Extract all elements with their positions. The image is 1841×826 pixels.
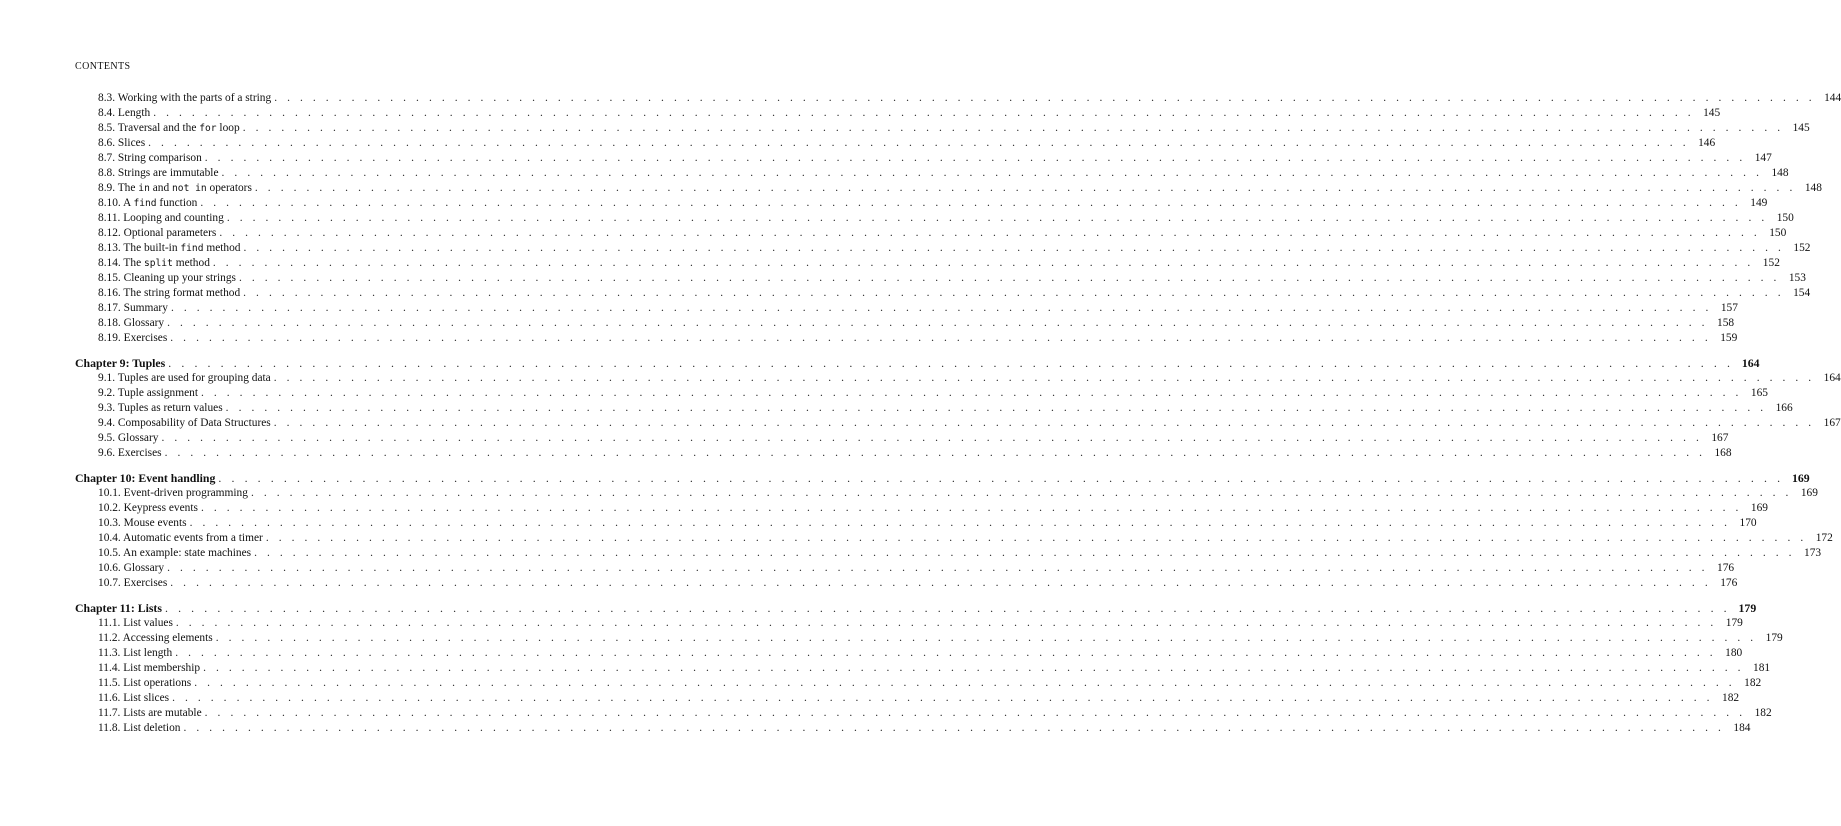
toc-page-number: 167 [1823, 417, 1841, 429]
toc-page-number: 169 [1791, 471, 1810, 485]
toc-entry-title [98, 166, 222, 181]
toc-page-number: 144 [1824, 92, 1841, 104]
toc-entry-title [98, 401, 226, 416]
dot-leader: . . . . . . . . . . . . . . . . . . . . . . . . . . . . . . . . . . . . . . . . . . . . . . . . . . . . . . . . . . . . . . . . . . . . . . . . . . . . . . . . . . . . . . . . . . . . . . . . . . . . . . . . . . . . . . . . . . . . . . . . [204, 707, 1746, 719]
dot-leader: . . . . . . . . . . . . . . . . . . . . . . . . . . . . . . . . . . . . . . . . . . . . . . . . . . . . . . . . . . . . . . . . . . . . . . . . . . . . . . . . . . . . . . . . . . . . . . . . . . . . . . . . . . . . . . . . . . . . . . . . [167, 562, 1709, 574]
title-text: 10.6. Glossary [98, 562, 165, 574]
toc-section-entry[interactable] [75, 256, 1780, 271]
title-text: 10.1. Event-driven programming [98, 487, 248, 499]
title-text: 11.1. List values [98, 617, 173, 629]
inline-code: not in [172, 183, 207, 194]
dot-leader: . . . . . . . . . . . . . . . . . . . . . . . . . . . . . . . . . . . . . . . . . . . . . . . . . . . . . . . . . . . . . . . . . . . . . . . . . . . . . . . . . . . . . . . . . . . . . . . . . . . . . . . . . . . . . . . . . . . . . . . . [204, 152, 1746, 164]
toc-page-number: 182 [1722, 692, 1740, 704]
title-text: 10.2. Keypress events [98, 502, 198, 514]
dot-leader: . . . . . . . . . . . . . . . . . . . . . . . . . . . . . . . . . . . . . . . . . . . . . . . . . . . . . . . . . . . . . . . . . . . . . . . . . . . . . . . . . . . . . . . . . . . . . . . . . . . . . . . . . . . . . . . . . . . . . . . . [215, 632, 1757, 644]
inline-code: find [180, 243, 204, 254]
dot-leader: . . . . . . . . . . . . . . . . . . . . . . . . . . . . . . . . . . . . . . . . . . . . . . . . . . . . . . . . . . . . . . . . . . . . . . . . . . . . . . . . . . . . . . . . . . . . . . . . . . . . . . . . . . . . . . . . . . . . . . . . [200, 502, 1742, 514]
title-text: 8.3. Working with the parts of a string [98, 92, 272, 104]
toc-page-number: 165 [1750, 387, 1768, 399]
title-text: 8.8. Strings are immutable [98, 167, 219, 179]
title-text: 8.15. Cleaning up your strings [98, 272, 236, 284]
toc-section-entry[interactable] [75, 386, 1768, 401]
title-text: Chapter 10: Event handling [75, 471, 216, 485]
toc-page-number: 152 [1793, 242, 1811, 254]
toc-section-entry[interactable] [75, 661, 1771, 676]
title-text: 10.7. Exercises [98, 577, 168, 589]
chapter-spacer [75, 346, 565, 356]
toc-chapter-entry[interactable] [75, 471, 1810, 486]
toc-entry-title [98, 546, 254, 561]
title-text: 11.8. List deletion [98, 722, 181, 734]
toc-section-entry[interactable] [75, 616, 1743, 631]
toc-entry-title [98, 646, 175, 661]
toc-entry-title [98, 331, 170, 346]
toc-section-entry[interactable] [75, 121, 1810, 136]
toc-entry-title [98, 106, 153, 121]
toc-page-number: 173 [1804, 547, 1822, 559]
toc-entry-title [98, 271, 239, 286]
dot-leader: . . . . . . . . . . . . . . . . . . . . . . . . . . . . . . . . . . . . . . . . . . . . . . . . . . . . . . . . . . . . . . . . . . . . . . . . . . . . . . . . . . . . . . . . . . . . . . . . . . . . . . . . . . . . . . . . . . . . . . . . [161, 432, 1703, 444]
dot-leader: . . . . . . . . . . . . . . . . . . . . . . . . . . . . . . . . . . . . . . . . . . . . . . . . . . . . . . . . . . . . . . . . . . . . . . . . . . . . . . . . . . . . . . . . . . . . . . . . . . . . . . . . . . . . . . . . . . . . . . . . [153, 107, 1695, 119]
toc-entry-title [98, 286, 243, 301]
toc-section-entry[interactable] [75, 706, 1772, 721]
title-text: 8.5. Traversal and the [98, 122, 200, 134]
toc-section-entry[interactable] [75, 401, 1793, 416]
toc-entry-title [98, 301, 171, 316]
toc-page-number: 148 [1771, 167, 1789, 179]
toc-entry-title [75, 471, 218, 486]
toc-entry-title [75, 601, 165, 616]
table-of-contents [75, 91, 1841, 736]
toc-entry-title [98, 91, 274, 106]
toc-page-number: 146 [1698, 137, 1716, 149]
toc-section-entry[interactable] [75, 676, 1762, 691]
toc-section-entry[interactable] [75, 181, 1822, 196]
toc-entry-title [98, 121, 243, 136]
dot-leader: . . . . . . . . . . . . . . . . . . . . . . . . . . . . . . . . . . . . . . . . . . . . . . . . . . . . . . . . . . . . . . . . . . . . . . . . . . . . . . . . . . . . . . . . . . . . . . . . . . . . . . . . . . . . . . . . . . . . . . . . [167, 317, 1709, 329]
title-text: 8.9. The [98, 182, 139, 194]
title-text: 8.12. Optional parameters [98, 227, 217, 239]
toc-entry-title [98, 706, 205, 721]
toc-page-number: 164 [1741, 356, 1760, 370]
toc-entry-title [98, 256, 213, 271]
dot-leader: . . . . . . . . . . . . . . . . . . . . . . . . . . . . . . . . . . . . . . . . . . . . . . . . . . . . . . . . . . . . . . . . . . . . . . . . . . . . . . . . . . . . . . . . . . . . . . . . . . . . . . . . . . . . . . . . . . . . . . . . [219, 227, 1761, 239]
toc-page-number: 154 [1793, 287, 1811, 299]
title-text: 9.2. Tuple assignment [98, 387, 198, 399]
toc-chapter-entry[interactable] [75, 601, 1757, 616]
dot-leader: . . . . . . . . . . . . . . . . . . . . . . . . . . . . . . . . . . . . . . . . . . . . . . . . . . . . . . . . . . . . . . . . . . . . . . . . . . . . . . . . . . . . . . . . . . . . . . . . . . . . . . . . . . . . . . . . . . . . . . . . [148, 137, 1690, 149]
title-text: 9.6. Exercises [98, 447, 162, 459]
toc-page-number: 167 [1711, 432, 1729, 444]
title-text: 11.4. List membership [98, 662, 201, 674]
toc-section-entry[interactable] [75, 516, 1757, 531]
toc-page-number: 176 [1717, 562, 1735, 574]
toc-section-entry[interactable] [75, 331, 1738, 346]
dot-leader: . . . . . . . . . . . . . . . . . . . . . . . . . . . . . . . . . . . . . . . . . . . . . . . . . . . . . . . . . . . . . . . . . . . . . . . . . . . . . . . . . . . . . . . . . . . . . . . . . . . . . . . . . . . . . . . . . . . . . . . . [243, 287, 1785, 299]
toc-entry-title [98, 371, 274, 386]
toc-page-number: 147 [1754, 152, 1772, 164]
toc-section-entry[interactable] [75, 136, 1716, 151]
toc-entry-title [98, 676, 194, 691]
dot-leader: . . . . . . . . . . . . . . . . . . . . . . . . . . . . . . . . . . . . . . . . . . . . . . . . . . . . . . . . . . . . . . . . . . . . . . . . . . . . . . . . . . . . . . . . . . . . . . . . . . . . . . . . . . . . . . . . . . . . . . . . [175, 647, 1717, 659]
title-text: loop [216, 122, 240, 134]
toc-section-entry[interactable] [75, 271, 1806, 286]
toc-page-number: 153 [1788, 272, 1806, 284]
dot-leader: . . . . . . . . . . . . . . . . . . . . . . . . . . . . . . . . . . . . . . . . . . . . . . . . . . . . . . . . . . . . . . . . . . . . . . . . . . . . . . . . . . . . . . . . . . . . . . . . . . . . . . . . . . . . . . . . . . . . . . . . [254, 182, 1796, 194]
dot-leader: . . . . . . . . . . . . . . . . . . . . . . . . . . . . . . . . . . . . . . . . . . . . . . . . . . . . . . . . . . . . . . . . . . . . . . . . . . . . . . . . . . . . . . . . . . . . . . . . . . . . . . . . . . . . . . . . . . . . . . . . [273, 372, 1815, 384]
inline-code: split [143, 258, 173, 269]
toc-page-number: 179 [1765, 632, 1783, 644]
toc-section-entry[interactable] [75, 486, 1818, 501]
toc-section-entry[interactable] [75, 576, 1738, 591]
dot-leader: . . . . . . . . . . . . . . . . . . . . . . . . . . . . . . . . . . . . . . . . . . . . . . . . . . . . . . . . . . . . . . . . . . . . . . . . . . . . . . . . . . . . . . . . . . . . . . . . . . . . . . . . . . . . . . . . . . . . . . . . [203, 662, 1745, 674]
toc-section-entry[interactable] [75, 371, 1841, 386]
toc-page-number: 150 [1769, 227, 1787, 239]
toc-entry-title [98, 136, 148, 151]
title-text: 8.13. The built-in [98, 242, 181, 254]
toc-section-entry[interactable] [75, 286, 1811, 301]
toc-section-entry[interactable] [75, 561, 1735, 576]
dot-leader: . . . . . . . . . . . . . . . . . . . . . . . . . . . . . . . . . . . . . . . . . . . . . . . . . . . . . . . . . . . . . . . . . . . . . . . . . . . . . . . . . . . . . . . . . . . . . . . . . . . . . . . . . . . . . . . . . . . . . . . . [254, 547, 1796, 559]
toc-section-entry[interactable] [75, 446, 1732, 461]
toc-page-number: 169 [1750, 502, 1768, 514]
title-text: 9.3. Tuples as return values [98, 402, 223, 414]
toc-section-entry[interactable] [75, 631, 1783, 646]
toc-page-number: 182 [1744, 677, 1762, 689]
dot-leader: . . . . . . . . . . . . . . . . . . . . . . . . . . . . . . . . . . . . . . . . . . . . . . . . . . . . . . . . . . . . . . . . . . . . . . . . . . . . . . . . . . . . . . . . . . . . . . . . . . . . . . . . . . . . . . . . . . . . . . . . [274, 92, 1816, 104]
toc-page-number: 170 [1739, 517, 1757, 529]
dot-leader: . . . . . . . . . . . . . . . . . . . . . . . . . . . . . . . . . . . . . . . . . . . . . . . . . . . . . . . . . . . . . . . . . . . . . . . . . . . . . . . . . . . . . . . . . . . . . . . . . . . . . . . . . . . . . . . . . . . . . . . . [194, 677, 1736, 689]
toc-page-number: 179 [1738, 601, 1757, 615]
toc-page-number: 176 [1720, 577, 1738, 589]
toc-section-entry[interactable] [75, 196, 1768, 211]
title-text: 11.3. List length [98, 647, 173, 659]
title-text: and [149, 182, 173, 194]
toc-section-entry[interactable] [75, 211, 1794, 226]
title-text: 8.7. String comparison [98, 152, 202, 164]
dot-leader: . . . . . . . . . . . . . . . . . . . . . . . . . . . . . . . . . . . . . . . . . . . . . . . . . . . . . . . . . . . . . . . . . . . . . . . . . . . . . . . . . . . . . . . . . . . . . . . . . . . . . . . . . . . . . . . . . . . . . . . . [183, 722, 1725, 734]
toc-entry-title [98, 576, 170, 591]
title-text: function [156, 197, 198, 209]
dot-leader: . . . . . . . . . . . . . . . . . . . . . . . . . . . . . . . . . . . . . . . . . . . . . . . . . . . . . . . . . . . . . . . . . . . . . . . . . . . . . . . . . . . . . . . . . . . . . . . . . . . . . . . . . . . . . . . . . . . . . . . . [212, 257, 1754, 269]
toc-section-entry[interactable] [75, 316, 1735, 331]
toc-page-number: 150 [1776, 212, 1794, 224]
toc-entry-title [98, 631, 216, 646]
toc-entry-title [98, 691, 172, 706]
toc-page-number: 159 [1720, 332, 1738, 344]
toc-page-number: 172 [1815, 532, 1833, 544]
running-header: CONTENTS [75, 61, 131, 72]
toc-page-number: 158 [1717, 317, 1735, 329]
dot-leader: . . . . . . . . . . . . . . . . . . . . . . . . . . . . . . . . . . . . . . . . . . . . . . . . . . . . . . . . . . . . . . . . . . . . . . . . . . . . . . . . . . . . . . . . . . . . . . . . . . . . . . . . . . . . . . . . . . . . . . . . [225, 402, 1767, 414]
toc-entry-title [75, 356, 168, 371]
dot-leader: . . . . . . . . . . . . . . . . . . . . . . . . . . . . . . . . . . . . . . . . . . . . . . . . . . . . . . . . . . . . . . . . . . . . . . . . . . . . . . . . . . . . . . . . . . . . . . . . . . . . . . . . . . . . . . . . . . . . . . . . [170, 302, 1712, 314]
title-text: 11.6. List slices [98, 692, 170, 704]
toc-page-number: 152 [1762, 257, 1780, 269]
title-text: method [172, 257, 210, 269]
toc-page-number: 166 [1775, 402, 1793, 414]
dot-leader: . . . . . . . . . . . . . . . . . . . . . . . . . . . . . . . . . . . . . . . . . . . . . . . . . . . . . . . . . . . . . . . . . . . . . . . . . . . . . . . . . . . . . . . . . . . . . . . . . . . . . . . . . . . . . . . . . . . . . . . . [265, 532, 1807, 544]
title-text: 9.4. Composability of Data Structures [98, 417, 271, 429]
toc-entry-title [98, 226, 219, 241]
toc-page-number: 168 [1714, 447, 1732, 459]
title-text: 11.2. Accessing elements [98, 632, 213, 644]
toc-section-entry[interactable] [75, 166, 1789, 181]
title-text: 10.4. Automatic events from a timer [98, 532, 263, 544]
chapter-spacer [75, 461, 565, 471]
toc-entry-title [98, 196, 200, 211]
toc-page-number: 148 [1804, 182, 1822, 194]
title-text: 8.11. Looping and counting [98, 212, 224, 224]
dot-leader: . . . . . . . . . . . . . . . . . . . . . . . . . . . . . . . . . . . . . . . . . . . . . . . . . . . . . . . . . . . . . . . . . . . . . . . . . . . . . . . . . . . . . . . . . . . . . . . . . . . . . . . . . . . . . . . . . . . . . . . . [221, 167, 1763, 179]
title-text: Chapter 11: Lists [75, 601, 162, 615]
dot-leader: . . . . . . . . . . . . . . . . . . . . . . . . . . . . . . . . . . . . . . . . . . . . . . . . . . . . . . . . . . . . . . . . . . . . . . . . . . . . . . . . . . . . . . . . . . . . . . . . . . . . . . . . . . . . . . . . . . . . . . . . [172, 692, 1714, 704]
title-text: 8.17. Summary [98, 302, 168, 314]
toc-section-entry[interactable] [75, 226, 1787, 241]
title-text: 9.5. Glossary [98, 432, 159, 444]
toc-entry-title [98, 531, 266, 546]
title-text: 11.7. Lists are mutable [98, 707, 202, 719]
title-text: Chapter 9: Tuples [75, 356, 166, 370]
toc-entry-title [98, 386, 201, 401]
toc-section-entry[interactable] [75, 721, 1751, 736]
toc-entry-title [98, 721, 183, 736]
toc-section-entry[interactable] [75, 546, 1822, 561]
dot-leader: . . . . . . . . . . . . . . . . . . . . . . . . . . . . . . . . . . . . . . . . . . . . . . . . . . . . . . . . . . . . . . . . . . . . . . . . . . . . . . . . . . . . . . . . . . . . . . . . . . . . . . . . . . . . . . . . . . . . . . . . [250, 487, 1792, 499]
toc-section-entry[interactable] [75, 416, 1841, 431]
toc-entry-title [98, 151, 205, 166]
inline-code: for [199, 123, 217, 134]
toc-chapter-entry[interactable] [75, 356, 1760, 371]
toc-entry-title [98, 241, 244, 256]
toc-section-entry[interactable] [75, 301, 1738, 316]
toc-page-number: 145 [1703, 107, 1721, 119]
toc-page-number: 180 [1725, 647, 1743, 659]
title-text: 8.16. The string format method [98, 287, 241, 299]
toc-section-entry[interactable] [75, 106, 1721, 121]
toc-entry-title [98, 181, 255, 196]
dot-leader: . . . . . . . . . . . . . . . . . . . . . . . . . . . . . . . . . . . . . . . . . . . . . . . . . . . . . . . . . . . . . . . . . . . . . . . . . . . . . . . . . . . . . . . . . . . . . . . . . . . . . . . . . . . . . . . . . . . . . . . . [273, 417, 1815, 429]
toc-section-entry[interactable] [75, 431, 1729, 446]
toc-entry-title [98, 316, 167, 331]
toc-entry-title [98, 616, 176, 631]
toc-page-number: 179 [1725, 617, 1743, 629]
toc-section-entry[interactable] [75, 691, 1740, 706]
dot-leader: . . . . . . . . . . . . . . . . . . . . . . . . . . . . . . . . . . . . . . . . . . . . . . . . . . . . . . . . . . . . . . . . . . . . . . . . . . . . . . . . . . . . . . . . . . . . . . . . . . . . . . . . . . . . . . . . . . . . . . . . [200, 197, 1742, 209]
title-text: 8.10. A [98, 197, 134, 209]
toc-page-number: 181 [1753, 662, 1771, 674]
toc-section-entry[interactable] [75, 151, 1772, 166]
toc-entry-title [98, 561, 167, 576]
title-text: 8.18. Glossary [98, 317, 165, 329]
dot-leader: . . . . . . . . . . . . . . . . . . . . . . . . . . . . . . . . . . . . . . . . . . . . . . . . . . . . . . . . . . . . . . . . . . . . . . . . . . . . . . . . . . . . . . . . . . . . . . . . . . . . . . . . . . . . . . . . . . . . . . . . [226, 212, 1768, 224]
toc-entry-title [98, 486, 251, 501]
dot-leader: . . . . . . . . . . . . . . . . . . . . . . . . . . . . . . . . . . . . . . . . . . . . . . . . . . . . . . . . . . . . . . . . . . . . . . . . . . . . . . . . . . . . . . . . . . . . . . . . . . . . . . . . . . . . . . . . . . . . . . . . [218, 471, 1784, 485]
dot-leader: . . . . . . . . . . . . . . . . . . . . . . . . . . . . . . . . . . . . . . . . . . . . . . . . . . . . . . . . . . . . . . . . . . . . . . . . . . . . . . . . . . . . . . . . . . . . . . . . . . . . . . . . . . . . . . . . . . . . . . . . [170, 577, 1712, 589]
inline-code: in [138, 183, 150, 194]
dot-leader: . . . . . . . . . . . . . . . . . . . . . . . . . . . . . . . . . . . . . . . . . . . . . . . . . . . . . . . . . . . . . . . . . . . . . . . . . . . . . . . . . . . . . . . . . . . . . . . . . . . . . . . . . . . . . . . . . . . . . . . . [201, 387, 1742, 399]
toc-entry-title [98, 516, 190, 531]
dot-leader: . . . . . . . . . . . . . . . . . . . . . . . . . . . . . . . . . . . . . . . . . . . . . . . . . . . . . . . . . . . . . . . . . . . . . . . . . . . . . . . . . . . . . . . . . . . . . . . . . . . . . . . . . . . . . . . . . . . . . . . . [175, 617, 1717, 629]
inline-code: find [133, 198, 157, 209]
title-text: 10.3. Mouse events [98, 517, 187, 529]
title-text: 8.6. Slices [98, 137, 146, 149]
toc-entry-title [98, 211, 227, 226]
toc-section-entry[interactable] [75, 531, 1833, 546]
toc-page-number: 149 [1750, 197, 1768, 209]
toc-page-number: 182 [1754, 707, 1772, 719]
title-text: 11.5. List operations [98, 677, 192, 689]
dot-leader: . . . . . . . . . . . . . . . . . . . . . . . . . . . . . . . . . . . . . . . . . . . . . . . . . . . . . . . . . . . . . . . . . . . . . . . . . . . . . . . . . . . . . . . . . . . . . . . . . . . . . . . . . . . . . . . . . . . . . . . . [170, 332, 1712, 344]
toc-entry-title [98, 416, 274, 431]
title-text: method [203, 242, 241, 254]
title-text: 8.4. Length [98, 107, 151, 119]
dot-leader: . . . . . . . . . . . . . . . . . . . . . . . . . . . . . . . . . . . . . . . . . . . . . . . . . . . . . . . . . . . . . . . . . . . . . . . . . . . . . . . . . . . . . . . . . . . . . . . . . . . . . . . . . . . . . . . . . . . . . . . . [164, 447, 1706, 459]
toc-section-entry[interactable] [75, 241, 1811, 256]
toc-entry-title [98, 501, 201, 516]
toc-page-number: 169 [1800, 487, 1818, 499]
toc-entry-title [98, 431, 161, 446]
toc-page-number: 164 [1823, 372, 1841, 384]
title-text: 8.19. Exercises [98, 332, 168, 344]
title-text: operators [206, 182, 252, 194]
dot-leader: . . . . . . . . . . . . . . . . . . . . . . . . . . . . . . . . . . . . . . . . . . . . . . . . . . . . . . . . . . . . . . . . . . . . . . . . . . . . . . . . . . . . . . . . . . . . . . . . . . . . . . . . . . . . . . . . . . . . . . . . [168, 356, 1734, 370]
toc-entry-title [98, 446, 165, 461]
title-text: 8.14. The [98, 257, 144, 269]
toc-page-number: 157 [1720, 302, 1738, 314]
toc-entry-title [98, 661, 203, 676]
dot-leader: . . . . . . . . . . . . . . . . . . . . . . . . . . . . . . . . . . . . . . . . . . . . . . . . . . . . . . . . . . . . . . . . . . . . . . . . . . . . . . . . . . . . . . . . . . . . . . . . . . . . . . . . . . . . . . . . . . . . . . . . [164, 601, 1731, 615]
chapter-spacer [75, 591, 565, 601]
dot-leader: . . . . . . . . . . . . . . . . . . . . . . . . . . . . . . . . . . . . . . . . . . . . . . . . . . . . . . . . . . . . . . . . . . . . . . . . . . . . . . . . . . . . . . . . . . . . . . . . . . . . . . . . . . . . . . . . . . . . . . . . [242, 122, 1784, 134]
toc-page-number: 145 [1792, 122, 1810, 134]
toc-section-entry[interactable] [75, 646, 1743, 661]
title-text: 10.5. An example: state machines [98, 547, 252, 559]
toc-section-entry[interactable] [75, 501, 1768, 516]
dot-leader: . . . . . . . . . . . . . . . . . . . . . . . . . . . . . . . . . . . . . . . . . . . . . . . . . . . . . . . . . . . . . . . . . . . . . . . . . . . . . . . . . . . . . . . . . . . . . . . . . . . . . . . . . . . . . . . . . . . . . . . . [238, 272, 1780, 284]
dot-leader: . . . . . . . . . . . . . . . . . . . . . . . . . . . . . . . . . . . . . . . . . . . . . . . . . . . . . . . . . . . . . . . . . . . . . . . . . . . . . . . . . . . . . . . . . . . . . . . . . . . . . . . . . . . . . . . . . . . . . . . . [189, 517, 1731, 529]
dot-leader: . . . . . . . . . . . . . . . . . . . . . . . . . . . . . . . . . . . . . . . . . . . . . . . . . . . . . . . . . . . . . . . . . . . . . . . . . . . . . . . . . . . . . . . . . . . . . . . . . . . . . . . . . . . . . . . . . . . . . . . . [243, 242, 1785, 254]
title-text: 9.1. Tuples are used for grouping data [98, 372, 271, 384]
toc-page-number: 184 [1733, 722, 1751, 734]
toc-section-entry[interactable] [75, 91, 1841, 106]
